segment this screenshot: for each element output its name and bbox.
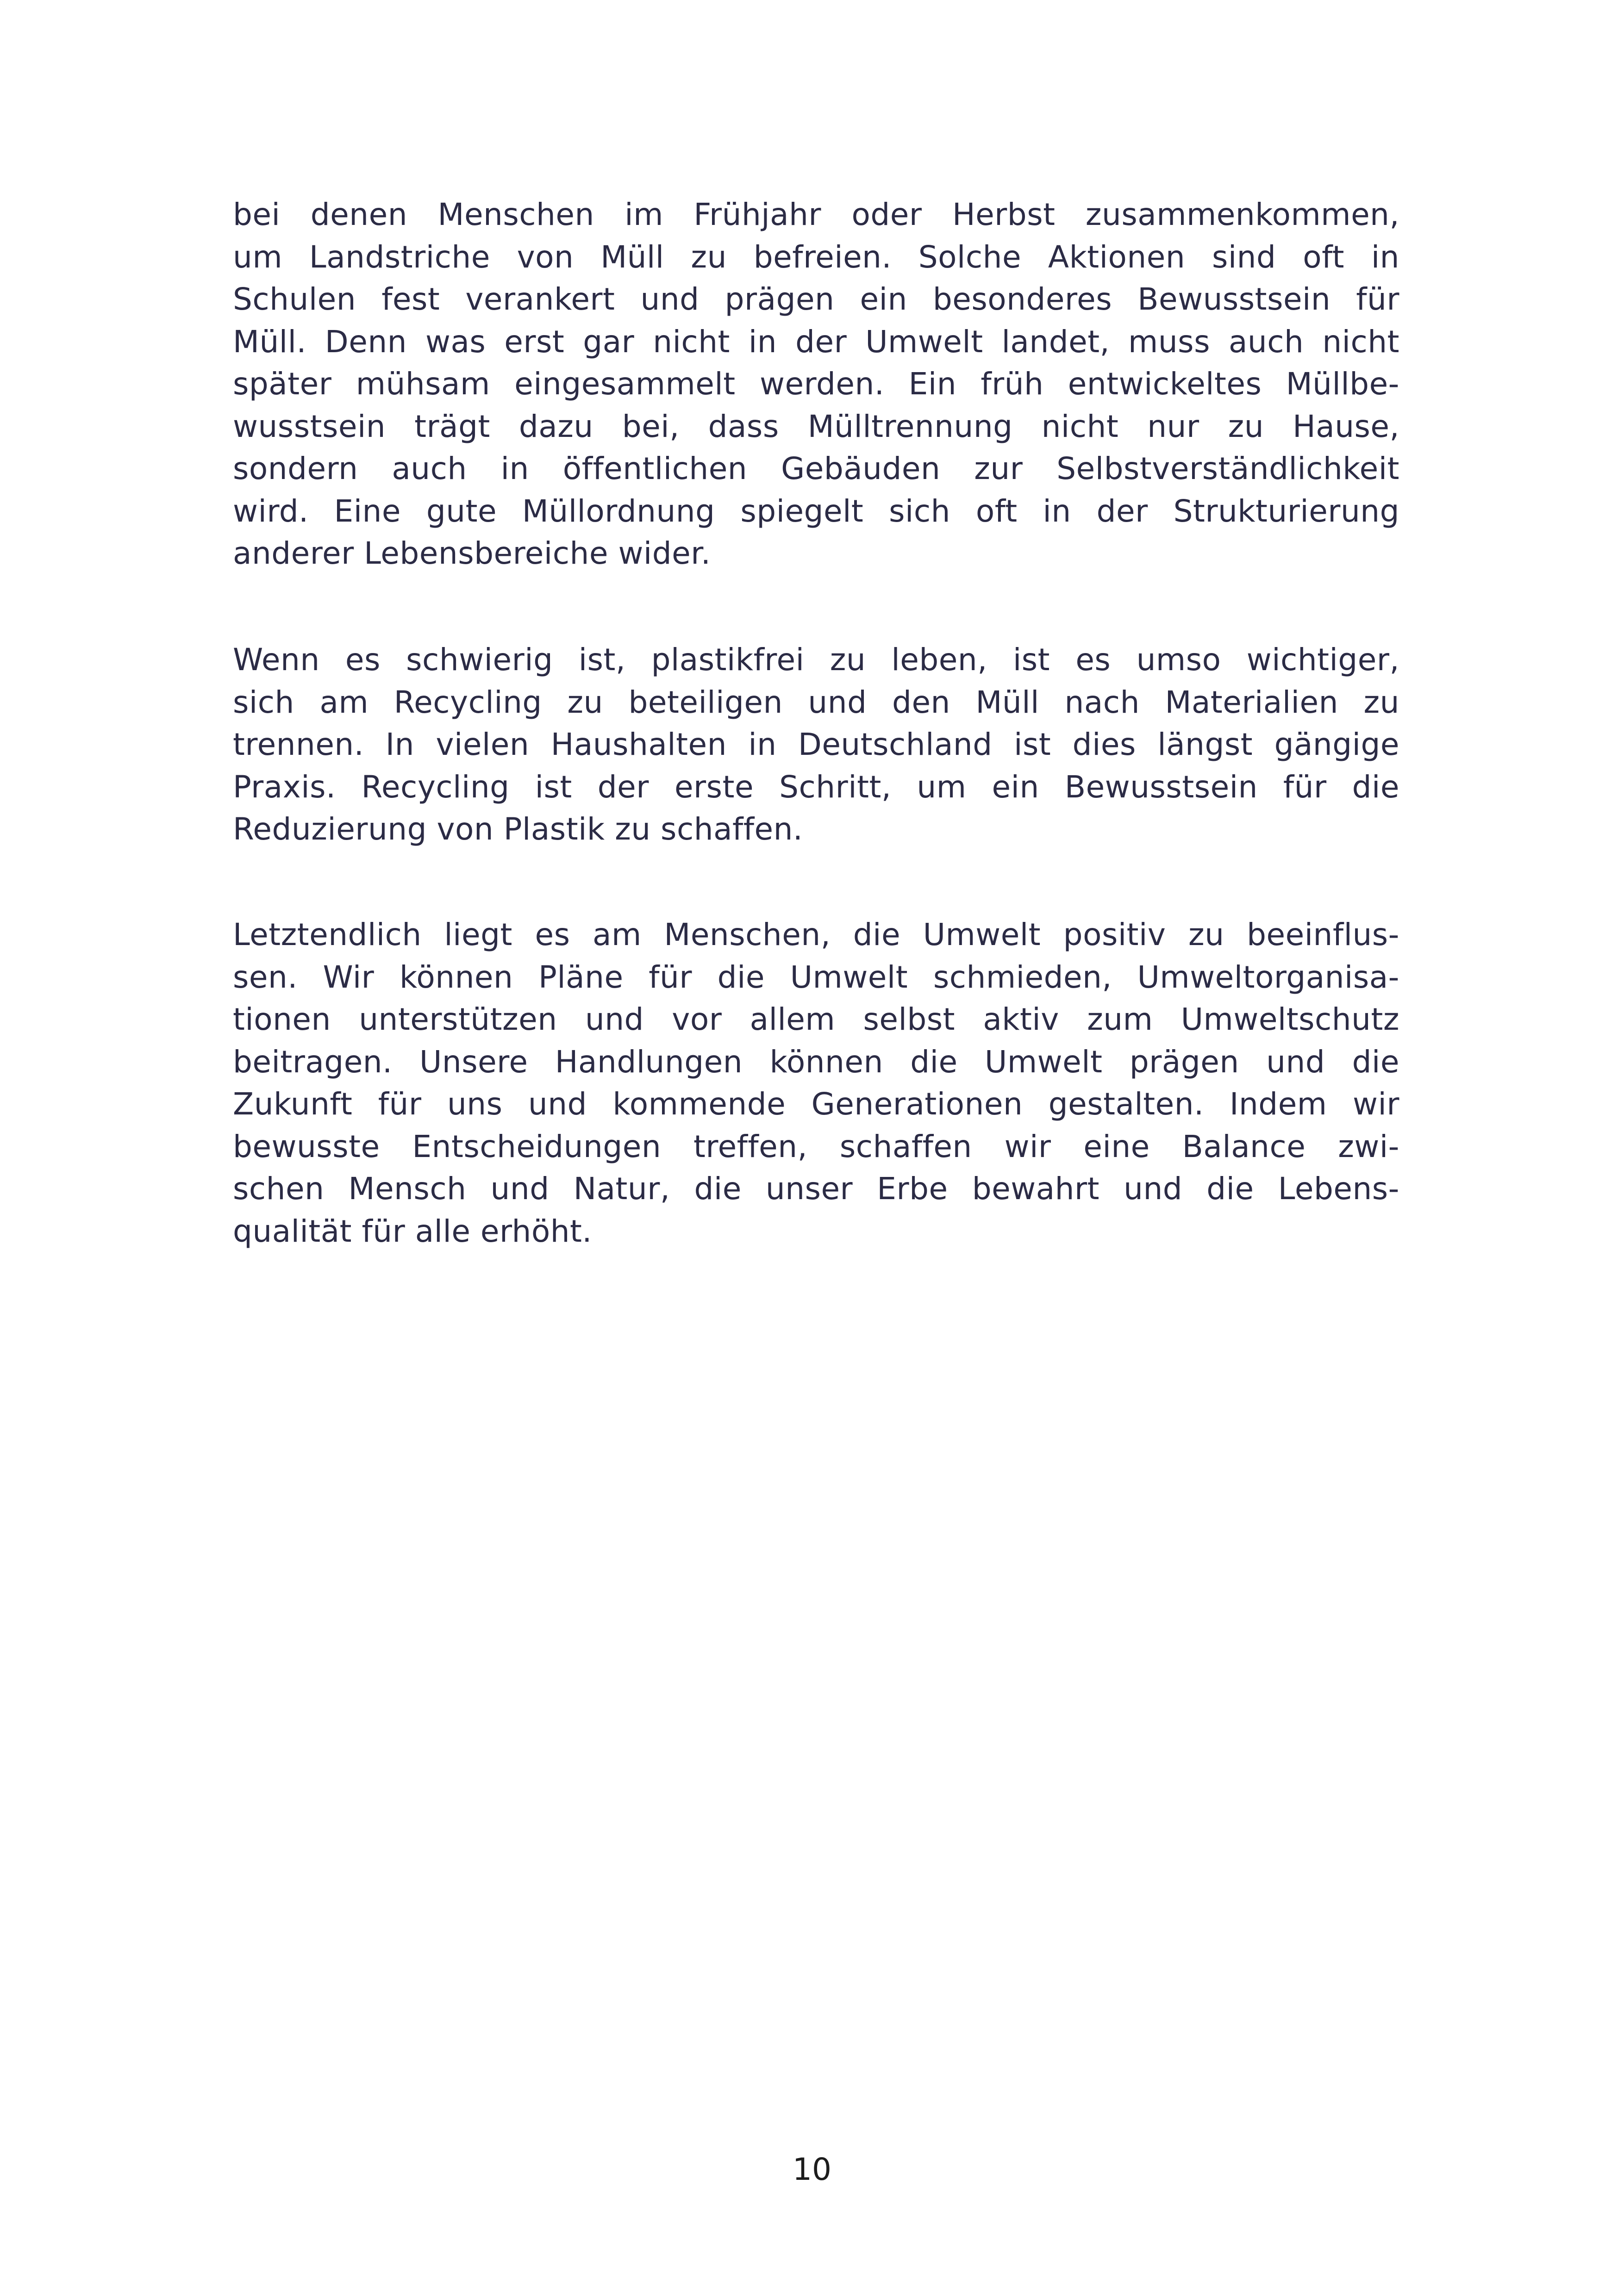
paragraph-line: Zukunft für uns und kommende Generationen gestalten. Indem wir [233,1086,1399,1122]
paragraph-line: Müll. Denn was erst gar nicht in der Umwelt landet, muss auch nicht [233,324,1399,360]
paragraph-line: wird. Eine gute Müllordnung spiegelt sich oft in der Strukturierung [233,493,1399,529]
paragraph-recycling [233,639,1399,851]
paragraph-line: bei denen Menschen im Frühjahr oder Herbst zusammenkommen, [233,197,1399,232]
paragraph-line: trennen. In vielen Haushalten in Deutschland ist dies längst gängige [233,727,1399,762]
paragraph-line: bewusste Entscheidungen treffen, schaffen wir eine Balance zwi- [233,1128,1399,1164]
paragraph-line: Wenn es schwierig ist, plastikfrei zu leben, ist es umso wichtiger, [233,642,1399,678]
paragraph-line: schen Mensch und Natur, die unser Erbe bewahrt und die Lebens- [233,1171,1399,1207]
paragraph-conclusion [233,914,1399,1252]
page-number: 10 [793,2152,831,2187]
paragraph-line: wusstsein trägt dazu bei, dass Mülltrennung nicht nur zu Hause, [233,408,1399,444]
paragraph-waste-collection [233,193,1399,575]
paragraph-line: qualität für alle erhöht. [233,1213,592,1249]
paragraph-line: sen. Wir können Pläne für die Umwelt schmieden, Umweltorganisa- [233,959,1399,995]
paragraph-line: später mühsam eingesammelt werden. Ein früh entwickeltes Müllbe- [233,366,1399,402]
paragraph-line: um Landstriche von Müll zu befreien. Solche Aktionen sind oft in [233,239,1399,275]
paragraph-line: Reduzierung von Plastik zu schaffen. [233,811,803,847]
paragraph-line: anderer Lebensbereiche wider. [233,535,711,571]
paragraph-line: beitragen. Unsere Handlungen können die Umwelt prägen und die [233,1044,1399,1080]
paragraph-line: Letztendlich liegt es am Menschen, die Umwelt positiv zu beeinflus- [233,917,1399,952]
paragraph-line: sich am Recycling zu beteiligen und den Müll nach Materialien zu [233,684,1399,720]
paragraph-line: Praxis. Recycling ist der erste Schritt, um ein Bewusstsein für die [233,769,1399,805]
paragraph-line: Schulen fest verankert und prägen ein besonderes Bewusstsein für [233,281,1399,317]
paragraph-line: sondern auch in öffentlichen Gebäuden zur Selbstverständlichkeit [233,451,1399,486]
paragraph-line: tionen unterstützen und vor allem selbst aktiv zum Umweltschutz [233,1002,1399,1037]
